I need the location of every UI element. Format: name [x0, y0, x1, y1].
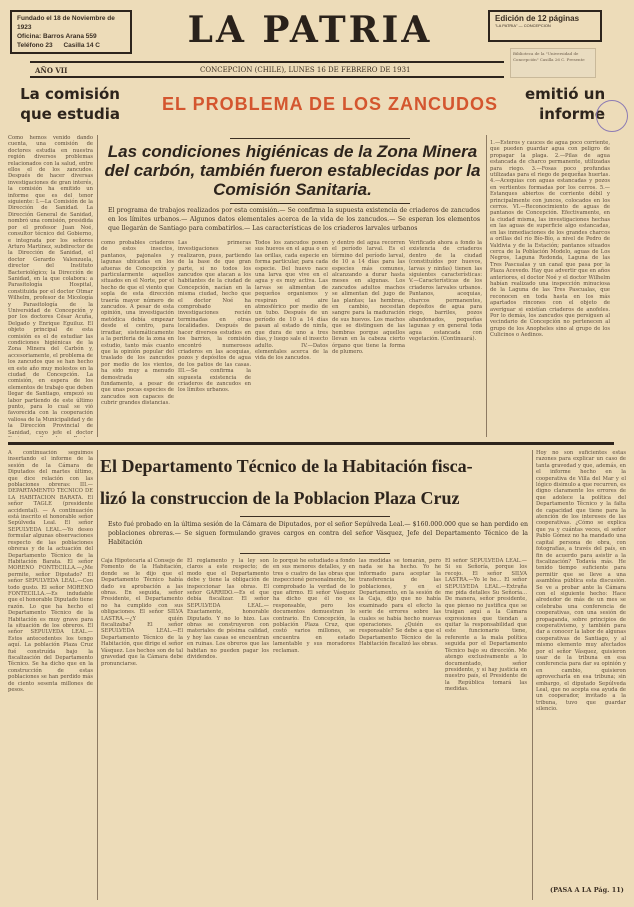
edition-box	[488, 10, 602, 42]
article2-column: las medidas se tomarán, pero nada se ha hecho. Yo he informado para aceptar la transferencia de las poblaciones, y en el Departamento, en la sesión de la Caja, dijo que no había examinado para el efecto la serie de errores sobre las cuales se había hecho nuevas operaciones. ¿Quién es responsable? Se debe a que el Departamento Técnico de la Habitación fiscalizó las obras.	[359, 558, 441, 648]
article2-left-column: A continuación seguimos insertando el informe de la sesión de la Cámara de Diputados del martes último, que dice relación con las poblaciones obreras: III.—DEPARTAMENTO TECNICO DE LA HABITACION BARATA. El señor TAGLE (presidente accidental). — A continuación está inscrito el honorable señor Sepúlveda Leal. El señor SEPULVEDA LEAL.—Yo deseo formular algunas observaciones respecto de las poblaciones obreras y de la actuación del Departamento Técnico de la Habitación Barata. El señor MORENO FONTECILLA.—¿Me permite, señor Diputado? El señor SEPULVEDA LEAL.—Con todo gusto. El señor MORENO FONTECILLA.—Es indudable que el honorable Diputado tiene razón. Lo que ha hecho el Departamento Técnico de la Habitación es muy grave para la situación de los obreros. El señor SEPULVEDA LEAL.—Estos antecedentes los tengo aquí. La población Plaza Cruz fué construída bajo la fiscalización del Departamento Técnico. Se ha dicho que en la construcción de estas poblaciones se han perdido más de ciento sesenta millones de pesos.	[8, 450, 93, 694]
article1-column: Todos los zancudos ponen sus huevos en el agua o en las orillas, cada especie en forma particular, para cada especie. Del huevo nace una larva que vive en el agua y es muy activa. Las larvas se alimentan de pequeños organismos y respiran el aire atmosférico por medio de un tubo. Después de un período de 10 a 14 días pasan al estado de ninfa, que dura de uno a tres días, y luego sale el insecto adulto. IV.—Datos elementales acerca de la vida de los zancudos.	[255, 240, 328, 362]
article1-subheadline: Las condiciones higiénicas de la Zona Minera del carbón, también fueron establecidas por la Comisión Sanitaria.	[104, 142, 481, 199]
founding-date: Fundado el 18 de Noviembre de 1923	[17, 15, 115, 31]
kicker-right-line: informe	[539, 105, 605, 123]
library-stamp-icon	[596, 100, 628, 132]
article1-right-column: 1.—Esteros y cauces de agua poco corriente, que pueden guardar agua con peligro de propagar la plaga. 2.—Pilas de agua estancada de charco permanente, utilizadas para riego. 3.—Fosas poco profundas utilizadas para el riego de pequeñas huertas. 4.—Acequias con aguas estancadas y pozos en vertientes formadas por los cerros. 5.—Estanques abiertos de corriente débil y principalmente con juncos, colocados en los cerros. VI.—Reconocimiento de aguas de pantanos de Concepción. Efectivamente, en la ciudad misma, las investigaciones hechas en las aguas de superficie algo estancadas, en las inmediaciones de los grandes charcos a orillas del río Bío-Bío, a nivel de Pedro de Valdivia y de la Estación; pantanos situados cerca de la Población Modelo, aguas de Los Negros, Laguna Redonda, Laguna de las Tres Pascualas y un canal que pasa por la Plaza Acevedo. Hay que advertir que en años anteriores, el doctor Noé y el doctor Wilhelm habían realizado una inspección minuciosa de la Laguna de las Tres Pascualas, que reconocen en toda hasta en los más apartados rincones con el objeto de averiguar si existían criaderos de anofeles. Por lo demás, los zancudos que persiguen al vecindario de Concepción no pertenecen al grupo de los Anopheles sino al grupo de los Culicinos o Aedinos.	[490, 140, 610, 339]
newspaper-title: LA PATRIA	[187, 9, 433, 51]
library-address-label: Biblioteca de la "Universidad de Concepción" Casilla 26 C. Presente	[510, 48, 596, 78]
dateline: CONCEPCION (CHILE), LUNES 16 DE FEBRERO DE 1931	[200, 66, 411, 74]
article2-right-column: Hoy no son suficientes estas razones para explicar un caso de tanta gravedad y que, además, en el informe hecho en la cooperativa de Villa del Mar y el lógico disimulo a que recurren, es digno claramente los errores de que adolece la política del Departamento Técnico y la falta de capacidad que tiene para la atención de los intereses de las cooperativas. ¿Cómo se explica que ya y cuántas veces, el señor Pablo Gómez no ha mandado una capital persona de obra, con fotografías, a través del país, en fin de acuerdo para asistir a la fiscalización? Todavía más. He tenido tiempo suficiente para permitir que se lleve a una asamblea pública esta discusión. Se ve a probar ante la Cámara con el siguiente hecho: Hace alrededor de más de un mes se celebraba una conferencia de cooperativas, con una sesión de propaganda, sobre principios de cooperativismo, y también para dar a conocer la labor de algunas cooperativas de Santiago, y al mismo elemento muy afectados por el señor Vásquez, quisieron usar de la tribuna en esa conferencia para dar su opinión y en cambio, quisieron aprovecharla en esa tribuna; sin embargo, el diputado Sepúlveda Leal, que no acepta esa ayuda de un cooperador, invitado a la tribuna, tuvo que guardar silencio.	[536, 450, 626, 713]
article2-column: El reglamento y la ley son claros a este respecto; de modo que el Departamento debe y tiene la obligación de inspeccionar las obras. El señor GARRIDO.—Es el que debía fiscalizar. El señor SEPULVEDA LEAL.—Exactamente, honorable Diputado. Y no lo hizo. Las obras se construyeron con materiales de pésima calidad, y hoy las casas se encuentran en ruinas. Los obreros que las habitan no pueden pagar los dividendos.	[187, 558, 269, 661]
article2-headline-line: El Departamento Técnico de la Habitación fisca-	[100, 456, 473, 476]
edition-pages: Edición de 12 páginas	[495, 14, 580, 23]
article1-column: como probables criaderos de estos insectos, pantanos, pajonales y lagunas ubicadas en los afueras de Concepción y particularmente aquellos situados en el Norte, por el hecho de que el viento que sopla de esta dirección traería mayor número de zancudos. A pesar de esta opinión, una investigación metódica debía empezar desde el centro, para irradiar, sistemáticamente a la periferia de la zona en estudio, tanto más cuanto que la opinión popular del traslado de los zancudos por medio de los vientos, ha sido muy a menudo demostrada sin fundamento, a pesar de que unas pocas especies de zancudos son capaces de cubrir grandes distancias.	[101, 240, 174, 407]
office-address: Oficina: Barros Arana 559	[17, 33, 97, 40]
library-label: "LA PATRIA" — CONCEPCION	[495, 23, 551, 28]
article2-deck: Esto fué probado en la última sesión de la Cámara de Diputados, por el señor Sepúlveda Leal.— $160.000.000 que se han perdido en poblaciones obreras.— Se siguen formulando graves cargos en contra del señor Vásquez, Jefe del Departamento Técnico de la Habitación	[108, 521, 528, 546]
article1-column: Verificado ahora a fondo la existencia de criaderos dentro de la ciudad (constituídos por huevos, larvas y ninfas) tienen las siguientes características: V.—Características de los criaderos larvales urbanos. Pantanos, acequias, charcos permanentes, depósitos de agua para riego, barriles, pozos abandonados, pequeñas lagunas y en general toda agua estancada con vegetación. (Continuará).	[409, 240, 482, 343]
article2-column: Caja Hipotecaria al Consejo de Fomento de la Habitación, donde se le dijo que el Departamento Técnico había dado su aprobación a las obras. En seguida, señor Presidente, el Departamento no ha cumplido con sus obligaciones. El señor SILVA LASTRA.—¿Y quién fiscalizaba? El señor SEPULVEDA LEAL.—El Departamento Técnico de la Habitación, que dirige el señor Vásquez. Los hechos son de tal gravedad que la Cámara debe pronunciarse.	[101, 558, 183, 667]
phone-info: Teléfono 23 Casilla 14 C	[17, 42, 100, 49]
founding-info-box	[10, 10, 132, 54]
article2-headline	[100, 450, 530, 514]
article2-column: lo porqué he estudiado a fondo en sus menores detalles, y en tres o cuatro de las obras que inspeccioné personalmente, he comprobado la verdad de lo que afirmo. El señor Vásquez ha dicho que él no es responsable, pero los documentos demuestran lo contrario. En Concepción, la población Plaza Cruz, que costó varios millones, se encuentra en estado lamentable y sus moradores reclaman.	[273, 558, 355, 654]
kicker-left-line: La comisión	[20, 85, 120, 103]
kicker-left-line: que estudia	[20, 105, 120, 123]
article1-left-column: Como hemos venido dando cuenta, una comisión de doctores estudia en nuestra región diversos problemas relacionados con la salud, entre ellos el de los zancudos. Después de hacer diversas investigaciones de gran interés, la comisión ha emitido un informe que es del tenor siguiente: I.—La Comisión de la Dirección de Sanidad. La Dirección General de Sanidad, nombró una comisión, presidida por el profesor Juan Noé, consultor técnico del Gobierno, e integrada por los señores Arturo Martínez, subdirector de la Dirección de Sanidad, el doctor Gerardo Valenzuela, director del Instituto Bacteriológico; la Dirección de Sanidad, en la que colabora: a Parasitología Hospital, constituida por el doctor Otmar Wilhelm, profesor de Micología y Parasitología de la Universidad de Concepción y por los doctores César Acuña, Delgado y Enrique Eguiluz. El objeto principal de esta comisión es el de estudiar las condiciones higiénicas de la Zona Minera del Carbón y, accesoriamente, el problema de los zancudos que se han hecho en este año muy molestos en la ciudad de Concepción. La comisión, en espera de los elementos de trabajo que deben llegar de Santiago, empezó su labor partiendo de este último punto, para lo cual se vió favorecida con la cooperación valiosa de la Municipalidad y de la Dirección Provincial de Sanidad, cuyo jefe el doctor	[8, 135, 93, 436]
article1-column: y dentro del agua recorren el período larval. Es el término del período larval, de 10 a 14 días para las especies más comunes, alcanzando a durar hasta meses en algunas. Los zancudos adultos machos se alimentan del jugo de las plantas; las hembras, en cambio, necesitan sangre para la maduración de sus huevos. Los machos que se distinguen de las hembras porque aquellos llevan en la cabeza cierto órgano que tiene la forma de plumero.	[332, 240, 405, 355]
kicker-right-line: emitió un	[525, 85, 606, 103]
year-label: AÑO VII	[35, 66, 68, 75]
article1-column: Las primeras investigaciones se realizaron, pues, partiendo de la base de que gran parte, si no todos los zancudos que atacan a los habitantes de la ciudad de Concepción, nacían en la misma ciudad, hecho que el doctor Noé ha comprobado en investigaciones recién terminadas en otras localidades. Después de hacer diversos estudios en los barrios, la comisión encontró numerosos criaderos en las acequias, pozos y depósitos de agua de los patios de las casas. III.—Se confirma la supuesta existencia de criaderos de zancudos en los límites urbanos.	[178, 240, 251, 394]
main-headline: EL PROBLEMA DE LOS ZANCUDOS	[161, 94, 498, 114]
article1-deck: El programa de trabajos realizados por esta comisión.— Se confirma la supuesta existencia de criaderos de zancudos en los límites urbanos.— Algunos datos elementales acerca de la vida de los zancudos.— Se esperan los elementos que llegarán de Santiago para combatirlos.— Las características de los criaderos larvales urbanos	[108, 207, 480, 232]
kicker-left	[10, 84, 120, 124]
continued-on-page: (PASA A LA Pág. 11)	[550, 886, 624, 894]
article2-headline-line: lizó la construccion de la Poblacion Plaza Cruz	[100, 488, 460, 508]
article2-column: El señor SEPULVEDA LEAL.—Si su Señoría, porque los recojo. El señor SILVA LASTRA.—Yo le he... El señor SEPULVEDA LEAL.—Extraña me pida detalles Su Señoría... De manera, señor presidente, que pienso no justifica que se traigan aquí a la Cámara expresiones que tiendan a quitar la responsabilidad que este funcionario tiene, referente a la mala política seguida por el Departamento Técnico bajo su dirección. Me atengo exclusivamente a lo documentado, señor presidente, y si hay justicia en nuestro país, el Presidente de la República tomará las medidas.	[445, 558, 527, 693]
